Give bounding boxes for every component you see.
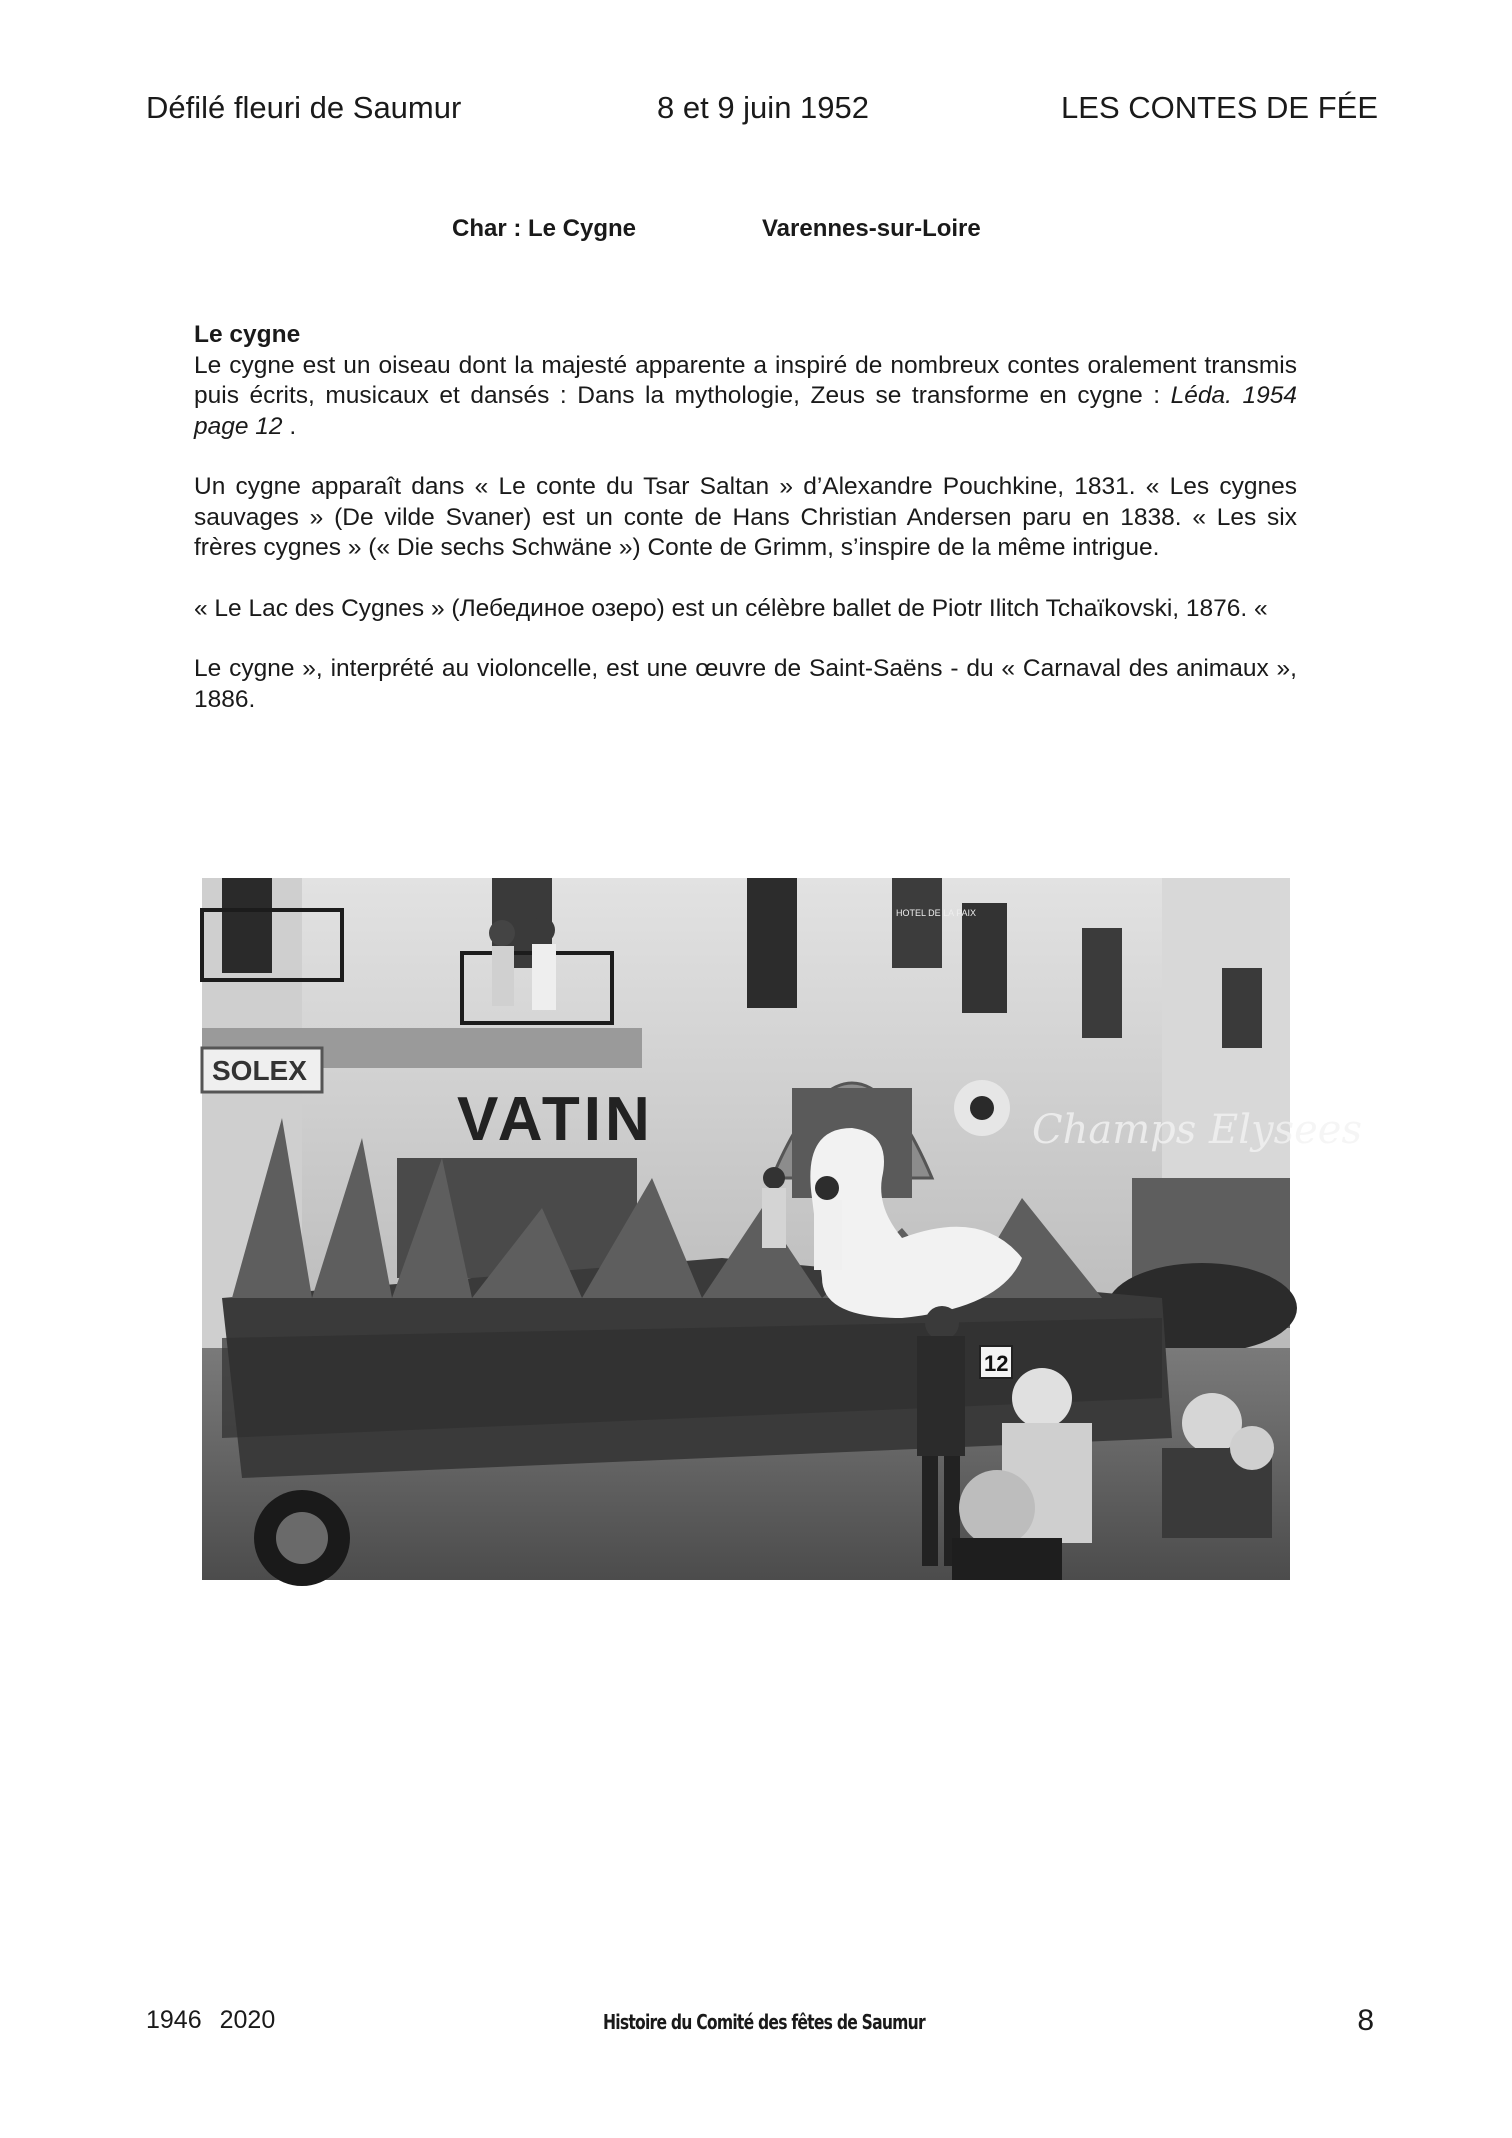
header-date: 8 et 9 juin 1952 (657, 90, 870, 125)
float-number-plate: 12 (984, 1351, 1009, 1376)
float-title: Char : Le Cygne (452, 215, 637, 242)
paragraph-3: « Le Lac des Cygnes » (Лебединое озеро) est un célèbre ballet de Piotr Ilitch Tchaïkovski, 1876. « (194, 594, 1268, 622)
page-number: 8 (1357, 2004, 1374, 2037)
header-title: Défilé fleuri de Saumur (146, 90, 462, 125)
footer-title: Histoire du Comité des fêtes de Saumur (603, 2010, 925, 2034)
corner-sign: Champs Elysees (1032, 1107, 1362, 1153)
paragraph-1-end: . (282, 412, 297, 440)
float-place: Varennes-sur-Loire (762, 215, 981, 242)
hotel-sign: HOTEL DE LA PAIX (896, 908, 977, 918)
paragraph-1-reference: Léda. 1954 page 12 (194, 382, 1297, 440)
vatin-sign: VATIN (457, 1085, 654, 1154)
footer-years (146, 2006, 293, 2035)
article-heading: Le cygne (194, 321, 301, 348)
paragraph-1 (194, 351, 1297, 443)
footer-year-start: 1946 (146, 2006, 202, 2034)
footer-year-end: 2020 (219, 2006, 276, 2034)
paragraph-4: Le cygne », interprété au violoncelle, est une œuvre de Saint-Saëns - du « Carnaval des animaux », 1886. (194, 655, 1297, 713)
article-body (194, 320, 1297, 745)
parade-photo (202, 878, 1362, 1580)
paragraph-1-text: Le cygne est un oiseau dont la majesté apparente a inspiré de nombreux contes oralement transmis puis écrits, musicaux et dansés : Dans la mythologie, Zeus se transforme en cygne : (194, 351, 1297, 409)
paragraph-2: Un cygne apparaît dans « Le conte du Tsar Saltan » d’Alexandre Pouchkine, 1831. « Les cygnes sauvages » (De vilde Svaner) est un conte de Hans Christian Andersen paru en 1838. « Les six frères cygnes » (« Die sechs Schwäne ») Conte de Grimm, s’inspire de la même intrigue. (194, 473, 1297, 561)
solex-sign: SOLEX (212, 1055, 307, 1086)
header-theme: LES CONTES DE FÉE (1061, 90, 1378, 125)
